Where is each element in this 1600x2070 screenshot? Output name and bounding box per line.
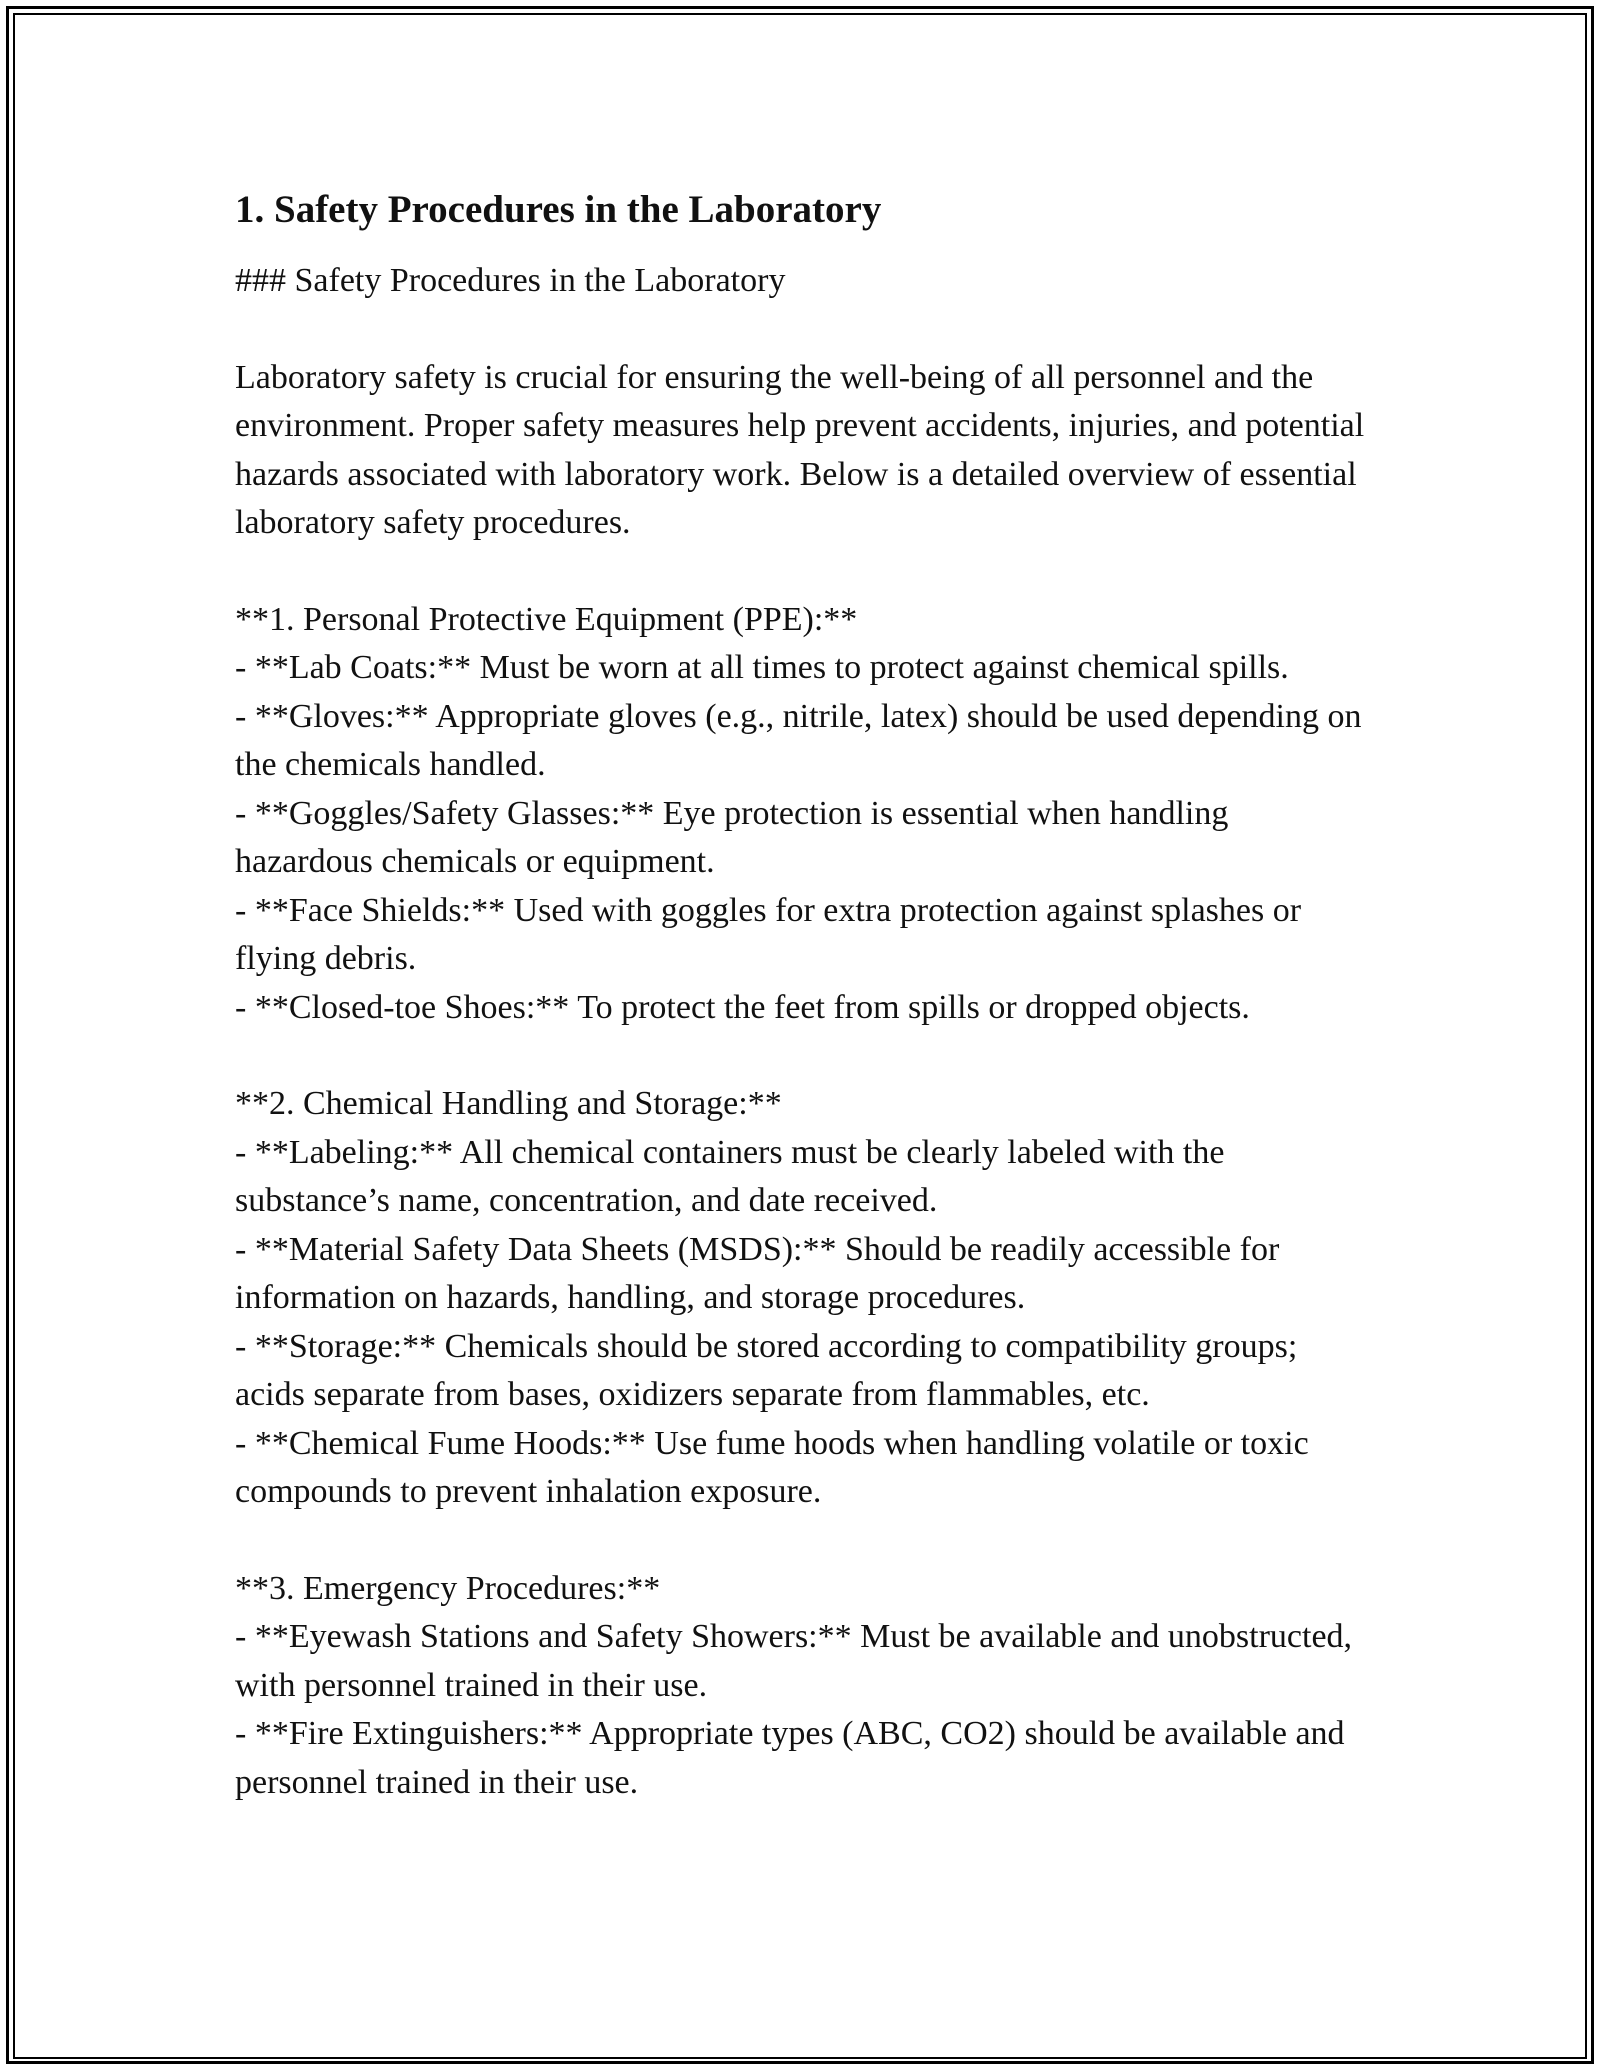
section-heading: **3. Emergency Procedures:** bbox=[235, 1569, 661, 1607]
list-item: - **Eyewash Stations and Safety Showers:** Must be available and unobstructed, with personnel trained in their use. bbox=[235, 1618, 1353, 1704]
section-emergency bbox=[235, 1565, 1365, 1808]
list-item: - **Fire Extinguishers:** Appropriate types (ABC, CO2) should be available and personnel trained in their use. bbox=[235, 1715, 1345, 1801]
page-title: 1. Safety Procedures in the Laboratory bbox=[235, 188, 882, 231]
section-heading: **2. Chemical Handling and Storage:** bbox=[235, 1085, 782, 1122]
list-item: - **Labeling:** All chemical containers must be clearly labeled with the substance’s name, concentration, and date received. bbox=[235, 1133, 1225, 1219]
list-item: - **Material Safety Data Sheets (MSDS):** Should be readily accessible for information on hazards, handling, and storage procedures. bbox=[235, 1230, 1280, 1316]
intro-paragraph: Laboratory safety is crucial for ensuring the well-being of all personnel and the environment. Proper safety measures help prevent accidents, injuries, and potential hazards associated with laboratory work. Below is a detailed overview of essential laboratory safety procedures. bbox=[235, 358, 1365, 541]
document-body bbox=[235, 185, 1365, 1807]
list-item: - **Storage:** Chemicals should be stored according to compatibility groups; acids separate from bases, oxidizers separate from flammables, etc. bbox=[235, 1327, 1298, 1413]
section-chemical-handling bbox=[235, 1080, 1365, 1517]
list-item: - **Gloves:** Appropriate gloves (e.g., nitrile, latex) should be used depending on the chemicals handled. bbox=[235, 697, 1362, 783]
section-heading: **1. Personal Protective Equipment (PPE):** bbox=[235, 600, 858, 638]
list-item: - **Face Shields:** Used with goggles for extra protection against splashes or flying debris. bbox=[235, 891, 1302, 977]
list-item: - **Closed-toe Shoes:** To protect the feet from spills or dropped objects. bbox=[235, 988, 1250, 1026]
list-item: - **Chemical Fume Hoods:** Use fume hoods when handling volatile or toxic compounds to prevent inhalation exposure. bbox=[235, 1424, 1309, 1510]
section-ppe bbox=[235, 596, 1365, 1033]
list-item: - **Goggles/Safety Glasses:** Eye protection is essential when handling hazardous chemicals or equipment. bbox=[235, 794, 1229, 880]
list-item: - **Lab Coats:** Must be worn at all times to protect against chemical spills. bbox=[235, 649, 1289, 686]
sub-heading: ### Safety Procedures in the Laboratory bbox=[235, 262, 786, 299]
